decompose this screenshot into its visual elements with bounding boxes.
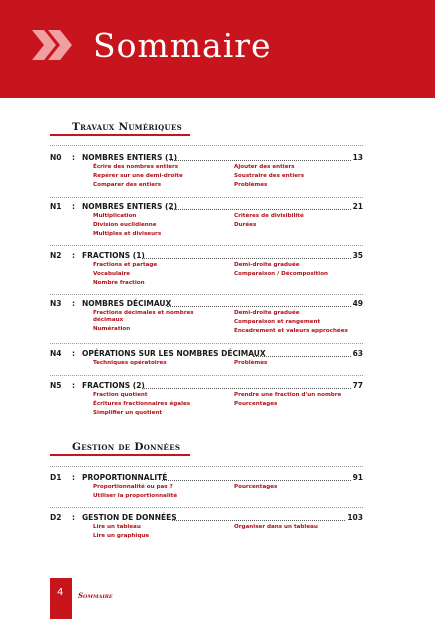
- topic-item: Utiliser la proportionnalité: [93, 493, 178, 499]
- chapter-n4[interactable]: [50, 348, 363, 366]
- chapter-code: N0: [50, 153, 62, 162]
- topic-item: Fractions décimales et nombres décimaux: [93, 310, 194, 323]
- topic-item: Nombre fraction: [93, 280, 145, 286]
- topic-item: Fraction quotient: [93, 392, 148, 398]
- chapter-code: D2: [50, 513, 62, 522]
- chapter-divider: [50, 507, 363, 508]
- chapter-divider: [50, 343, 363, 344]
- chapter-page: 63: [352, 349, 363, 358]
- chapter-n2[interactable]: [50, 250, 363, 286]
- chapter-code: D1: [50, 473, 62, 482]
- dot-leader: [142, 258, 353, 259]
- section-title-donnees: Gestion de Données: [72, 441, 181, 453]
- topic-item: Écritures fractionnaires égales: [93, 401, 191, 407]
- topic-item: Demi-droite graduée: [234, 310, 300, 316]
- topic-item: Simplifier un quotient: [93, 410, 163, 416]
- chapter-title: OPÉRATIONS SUR LES NOMBRES DÉCIMAUX: [82, 349, 266, 358]
- dot-leader: [142, 388, 353, 389]
- chapter-code: N2: [50, 251, 62, 260]
- page-title: Sommaire: [93, 26, 272, 65]
- chapter-d2[interactable]: [50, 512, 363, 539]
- chapter-n1[interactable]: [50, 201, 363, 237]
- topic-item: Comparaison / Décomposition: [234, 271, 329, 277]
- chapter-code: N1: [50, 202, 62, 211]
- chapter-title: NOMBRES DÉCIMAUX: [82, 299, 172, 308]
- separator: :: [72, 513, 75, 522]
- section-rule: [50, 454, 190, 456]
- topic-item: Numération: [93, 326, 131, 332]
- chapter-n5[interactable]: [50, 380, 363, 416]
- chapter-n0[interactable]: [50, 152, 363, 188]
- section-title-numeriques: Travaux Numériques: [72, 121, 182, 133]
- chapter-page: 91: [352, 473, 363, 482]
- separator: :: [72, 251, 75, 260]
- separator: :: [72, 299, 75, 308]
- chapter-page: 21: [352, 202, 363, 211]
- chapter-divider: [50, 294, 363, 295]
- separator: :: [72, 473, 75, 482]
- chapter-page: 35: [352, 251, 363, 260]
- chapter-title: GESTION DE DONNÉES: [82, 513, 177, 522]
- chapter-page: 103: [347, 513, 363, 522]
- page-number: 4: [57, 587, 64, 598]
- separator: :: [72, 349, 75, 358]
- chapter-title: FRACTIONS (1): [82, 251, 145, 260]
- chapter-n3[interactable]: [50, 298, 363, 334]
- dot-leader: [170, 160, 353, 161]
- section-rule: [50, 134, 190, 136]
- separator: :: [72, 202, 75, 211]
- chapter-divider: [50, 466, 363, 467]
- chapter-page: 77: [352, 381, 363, 390]
- chapter-title: NOMBRES ENTIERS (2): [82, 202, 178, 211]
- chapter-code: N4: [50, 349, 62, 358]
- topic-item: Techniques opératoires: [93, 360, 167, 366]
- topic-item: Prendre une fraction d'un nombre: [234, 392, 342, 398]
- topic-item: Comparer des entiers: [93, 182, 162, 188]
- topic-item: Ajouter des entiers: [234, 164, 295, 170]
- topic-item: Problèmes: [234, 360, 268, 366]
- topic-item: Lire un graphique: [93, 533, 150, 539]
- topic-item: Organiser dans un tableau: [234, 524, 318, 530]
- chapter-code: N3: [50, 299, 62, 308]
- chapter-divider: [50, 197, 363, 198]
- double-chevron-right-icon: [32, 30, 76, 60]
- topic-item: Critères de divisibilité: [234, 213, 304, 219]
- topic-item: Soustraire des entiers: [234, 173, 305, 179]
- topic-item: Durées: [234, 222, 257, 228]
- chapter-divider: [50, 375, 363, 376]
- chapter-code: N5: [50, 381, 62, 390]
- chapter-d1[interactable]: [50, 472, 363, 499]
- dot-leader: [167, 306, 353, 307]
- topic-item: Vocabulaire: [93, 271, 131, 277]
- separator: :: [72, 381, 75, 390]
- topic-item: Lire un tableau: [93, 524, 141, 530]
- dot-leader: [253, 356, 353, 357]
- topic-item: Pourcentages: [234, 401, 278, 407]
- chapter-divider: [50, 245, 363, 246]
- topic-item: Écrire des nombres entiers: [93, 164, 179, 170]
- separator: :: [72, 153, 75, 162]
- header-banner: [0, 0, 435, 98]
- chapter-title: NOMBRES ENTIERS (1): [82, 153, 178, 162]
- chapter-title: PROPORTIONNALITÉ: [82, 473, 168, 482]
- footer-label: Sommaire: [78, 591, 113, 600]
- chapter-divider: [50, 145, 363, 146]
- chapter-title: FRACTIONS (2): [82, 381, 145, 390]
- dot-leader: [170, 209, 353, 210]
- topic-item: Multiplication: [93, 213, 137, 219]
- topic-item: Proportionnalité ou pas ?: [93, 484, 173, 490]
- topic-item: Division euclidienne: [93, 222, 157, 228]
- dot-leader: [172, 520, 347, 521]
- topic-item: Problèmes: [234, 182, 268, 188]
- topic-item: Fractions et partage: [93, 262, 158, 268]
- footer-page-tab: [50, 578, 72, 619]
- topic-item: Repérer sur une demi-droite: [93, 173, 183, 179]
- topic-item: Pourcentages: [234, 484, 278, 490]
- topic-item: Encadrement et valeurs approchées: [234, 328, 348, 334]
- topic-item: Demi-droite graduée: [234, 262, 300, 268]
- topic-item: Multiples et diviseurs: [93, 231, 162, 237]
- topic-item: Comparaison et rangement: [234, 319, 321, 325]
- dot-leader: [162, 480, 353, 481]
- chapter-page: 13: [352, 153, 363, 162]
- chapter-page: 49: [352, 299, 363, 308]
